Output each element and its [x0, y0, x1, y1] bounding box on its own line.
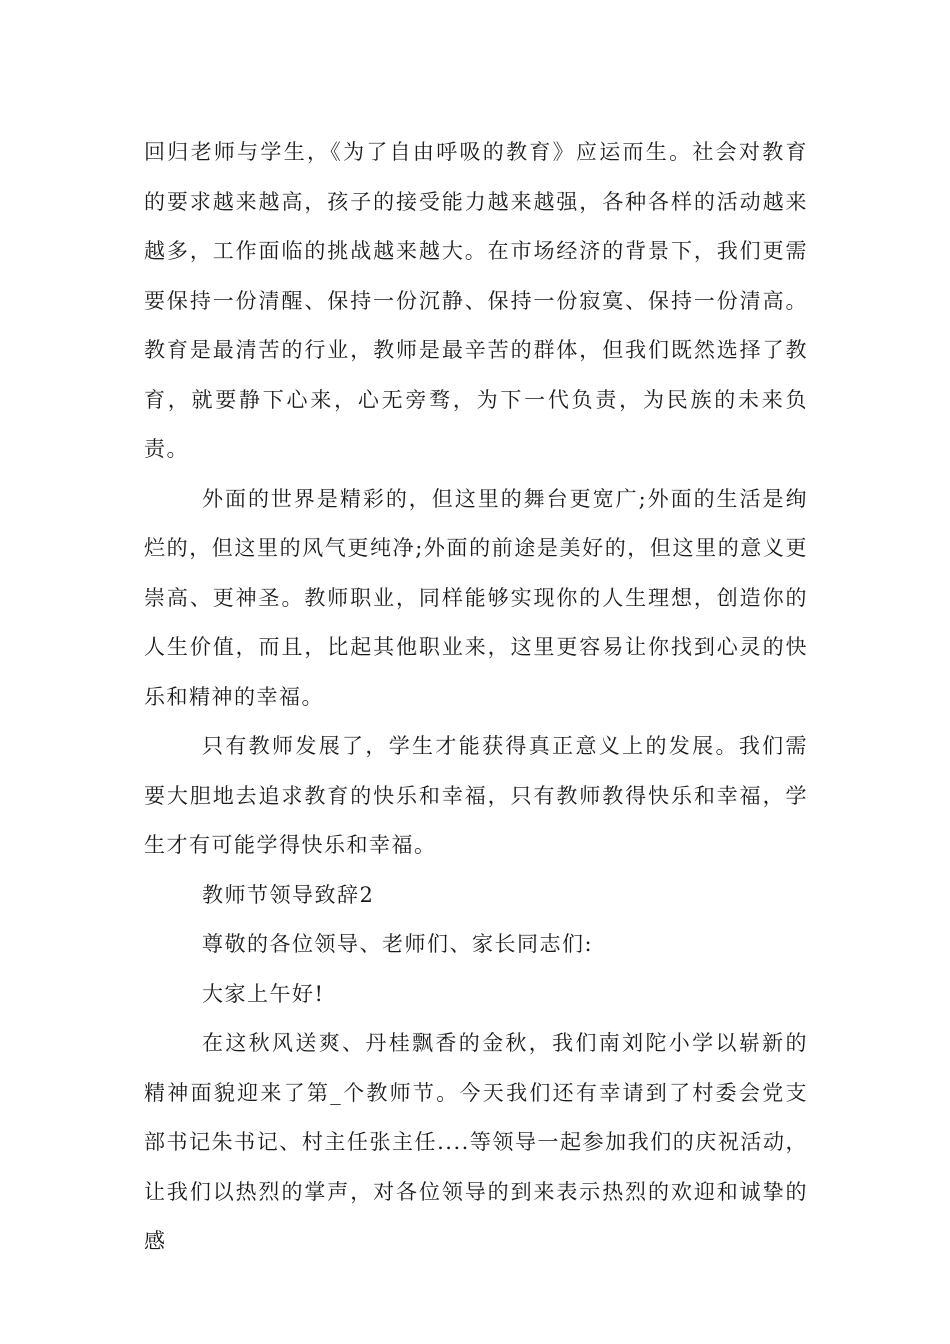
paragraph-welcome: 在这秋风送爽、丹桂飘香的金秋，我们南刘陀小学以崭新的精神面貌迎来了第_个教师节。今天我们还有幸请到了村委会党支部书记朱书记、村主任张主任....等领导一起参加我们的庆祝活动，让我们以热烈的掌声，对各位领导的到来表示热烈的欢迎和诚挚的感	[144, 1031, 808, 1253]
document-page	[144, 128, 808, 1267]
greeting: 大家上午好!	[202, 981, 325, 1006]
paragraph-teacher-development: 只有教师发展了，学生才能获得真正意义上的发展。我们需要大胆地去追求教育的快乐和幸福，只有教师教得快乐和幸福，学生才有可能学得快乐和幸福。	[144, 734, 808, 857]
paragraph-outside-world: 外面的世界是精彩的，但这里的舞台更宽广;外面的生活是绚烂的，但这里的风气更纯净;外面的前途是美好的，但这里的意义更崇高、更神圣。教师职业，同样能够实现你的人生理想，创造你的人生价值，而且，比起其他职业来，这里更容易让你找到心灵的快乐和精神的幸福。	[144, 486, 808, 709]
salutation: 尊敬的各位领导、老师们、家长同志们:	[202, 932, 594, 956]
section-heading: 教师节领导致辞2	[202, 882, 375, 907]
paragraph-teaching-commitment: 回归老师与学生，《为了自由呼吸的教育》应运而生。社会对教育的要求越来越高，孩子的接受能力越来越强，各种各样的活动越来越多，工作面临的挑战越来越大。在市场经济的背景下，我们更需要保持一份清醒、保持一份沉静、保持一份寂寞、保持一份清高。教育是最清苦的行业，教师是最辛苦的群体，但我们既然选择了教育，就要静下心来，心无旁骛，为下一代负责，为民族的未来负责。	[144, 140, 808, 461]
